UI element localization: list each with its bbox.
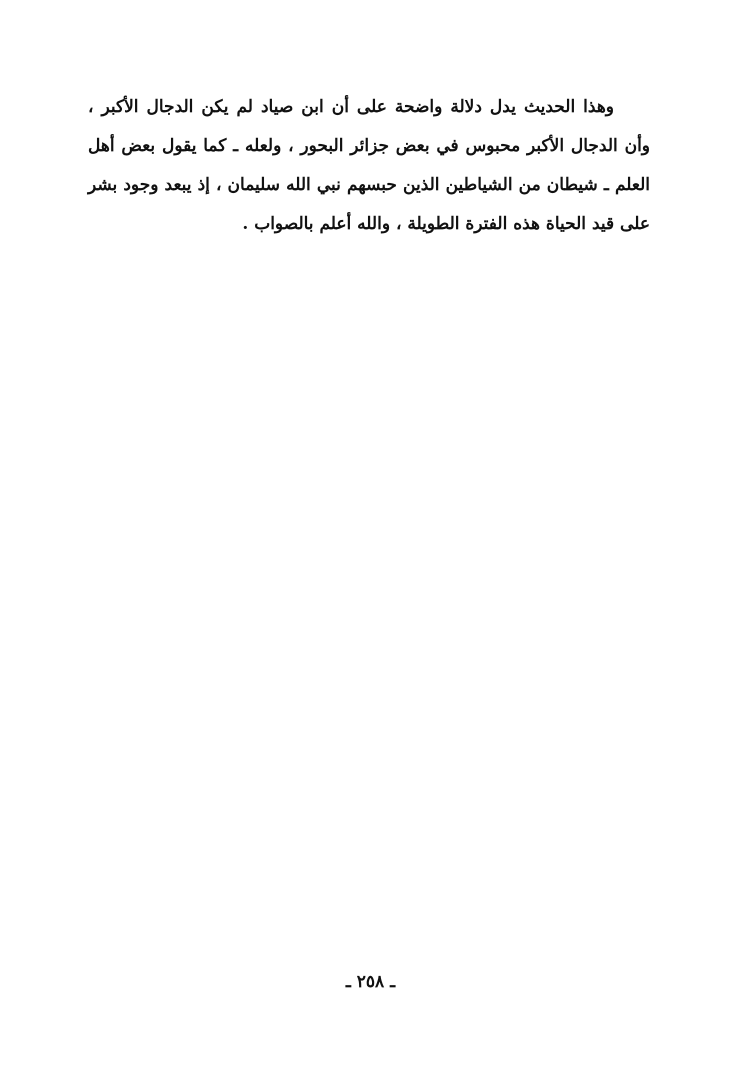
page-number: ـ ٢٥٨ ـ xyxy=(345,972,396,992)
paragraph-line: وهذا الحديث يدل دلالة واضحة على أن ابن صياد لم يكن الدجال الأكبر ، xyxy=(88,97,614,117)
paragraph-line: العلم ـ شيطان من الشياطين الذين حبسهم نبي الله سليمان ، إذ يبعد وجود بشر xyxy=(88,175,650,195)
paragraph-line: وأن الدجال الأكبر محبوس في بعض جزائر البحور ، ولعله ـ كما يقول بعض أهل xyxy=(88,136,650,156)
paragraph-line: على قيد الحياة هذه الفترة الطويلة ، والله أعلم بالصواب . xyxy=(242,214,650,234)
paragraph xyxy=(88,88,650,244)
